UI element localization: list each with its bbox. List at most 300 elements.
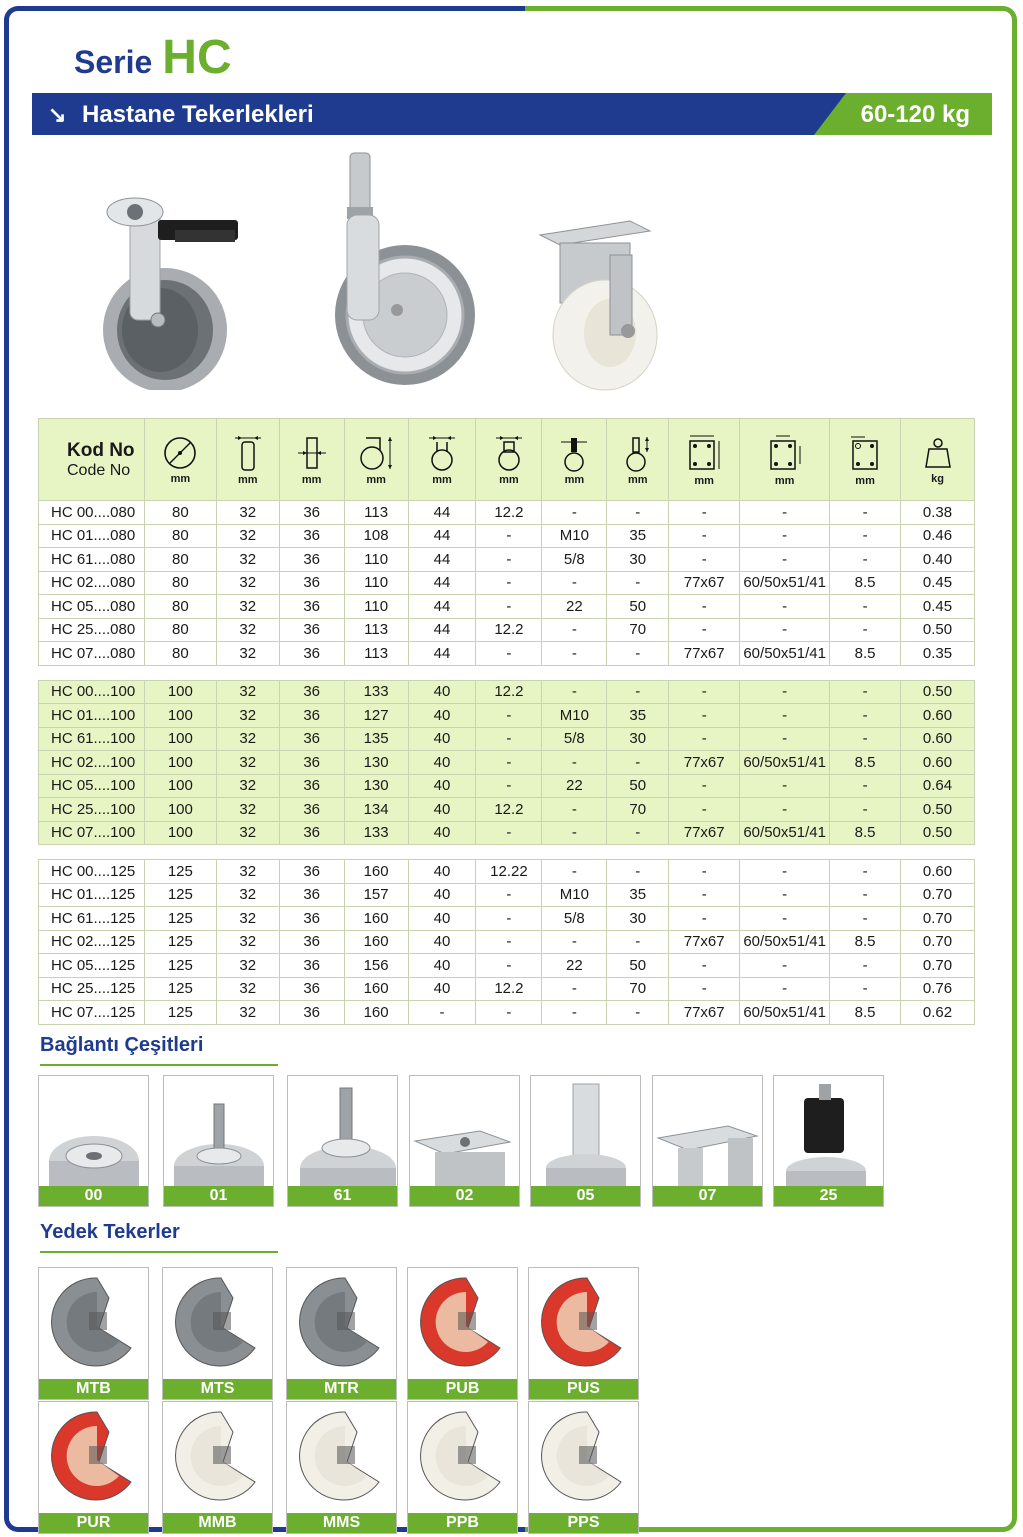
value-cell: - <box>740 954 830 978</box>
value-cell: 40 <box>408 704 476 728</box>
value-cell: 32 <box>216 704 279 728</box>
value-cell: 35 <box>607 704 669 728</box>
value-cell: 100 <box>144 774 216 798</box>
value-cell: - <box>830 727 901 751</box>
code-cell: HC 00....080 <box>39 501 145 525</box>
value-cell: 80 <box>144 501 216 525</box>
value-cell: M10 <box>542 704 607 728</box>
value-cell: 100 <box>144 680 216 704</box>
hole-diameter-header: mm <box>830 419 901 501</box>
value-cell: 125 <box>144 883 216 907</box>
value-cell: - <box>476 930 542 954</box>
value-cell: 12.2 <box>476 618 542 642</box>
value-cell: 30 <box>607 907 669 931</box>
value-cell: - <box>740 618 830 642</box>
value-cell: - <box>476 821 542 845</box>
connection-code-label: 02 <box>410 1186 519 1206</box>
value-cell: 36 <box>279 954 344 978</box>
hole-diameter-icon <box>847 433 883 473</box>
value-cell: 32 <box>216 571 279 595</box>
code-cell: HC 02....100 <box>39 751 145 775</box>
value-cell: 32 <box>216 821 279 845</box>
value-cell: 0.64 <box>901 774 975 798</box>
code-cell: HC 61....125 <box>39 907 145 931</box>
spare-wheel-code-label: PUR <box>39 1513 148 1533</box>
value-cell: - <box>740 548 830 572</box>
value-cell: - <box>476 642 542 666</box>
spare-wheel-tile-pps[interactable] <box>528 1401 639 1534</box>
table-row <box>39 727 975 751</box>
value-cell: 0.45 <box>901 571 975 595</box>
value-cell: 36 <box>279 501 344 525</box>
table-row <box>39 907 975 931</box>
code-cell: HC 01....080 <box>39 524 145 548</box>
hub-length-icon <box>297 434 327 472</box>
value-cell: 32 <box>216 907 279 931</box>
code-cell: HC 07....100 <box>39 821 145 845</box>
value-cell: - <box>607 501 669 525</box>
value-cell: - <box>740 524 830 548</box>
value-cell: 44 <box>408 571 476 595</box>
value-cell: 12.2 <box>476 977 542 1001</box>
connection-code-label: 07 <box>653 1186 762 1206</box>
value-cell: 100 <box>144 798 216 822</box>
table-row <box>39 821 975 845</box>
connection-code-label: 00 <box>39 1186 148 1206</box>
code-cell: HC 25....080 <box>39 618 145 642</box>
value-cell: 80 <box>144 548 216 572</box>
swivel-offset-icon <box>425 434 459 472</box>
spec-header-row <box>39 419 975 501</box>
code-cell: HC 02....080 <box>39 571 145 595</box>
gap-cell <box>39 845 975 860</box>
wheel-half-icon <box>163 1268 272 1379</box>
kod-header <box>39 419 145 501</box>
value-cell: 40 <box>408 798 476 822</box>
spec-table <box>38 418 975 1025</box>
value-cell: 36 <box>279 907 344 931</box>
value-cell: 100 <box>144 727 216 751</box>
value-cell: 32 <box>216 618 279 642</box>
value-cell: - <box>476 595 542 619</box>
code-cell: HC 25....125 <box>39 977 145 1001</box>
value-cell: - <box>830 618 901 642</box>
spare-wheel-code-label: MTS <box>163 1379 272 1399</box>
value-cell: 0.50 <box>901 618 975 642</box>
value-cell: 80 <box>144 571 216 595</box>
threaded-stem-icon <box>288 1076 397 1186</box>
value-cell: 110 <box>344 571 408 595</box>
value-cell: 70 <box>607 798 669 822</box>
spare-wheel-code-label: PUS <box>529 1379 638 1399</box>
value-cell: 40 <box>408 930 476 954</box>
connection-tile-00[interactable] <box>38 1075 149 1207</box>
connection-tile-05[interactable] <box>530 1075 641 1207</box>
spare-wheel-tile-pus[interactable] <box>528 1267 639 1400</box>
value-cell: 32 <box>216 774 279 798</box>
value-cell: 36 <box>279 618 344 642</box>
value-cell: 125 <box>144 860 216 884</box>
value-cell: 44 <box>408 548 476 572</box>
value-cell: 36 <box>279 930 344 954</box>
value-cell: - <box>740 977 830 1001</box>
value-cell: 0.60 <box>901 704 975 728</box>
value-cell: - <box>669 727 740 751</box>
plate-size-icon <box>684 433 724 473</box>
value-cell: 0.60 <box>901 727 975 751</box>
value-cell: 70 <box>607 618 669 642</box>
value-cell: - <box>476 727 542 751</box>
value-cell: 100 <box>144 821 216 845</box>
title-bar <box>32 93 992 135</box>
wheel-half-icon <box>163 1402 272 1513</box>
value-cell: 32 <box>216 501 279 525</box>
value-cell: 0.62 <box>901 1001 975 1025</box>
value-cell: - <box>830 774 901 798</box>
code-cell: HC 05....125 <box>39 954 145 978</box>
table-row <box>39 954 975 978</box>
weight-header: kg <box>901 419 975 501</box>
value-cell: 77x67 <box>669 930 740 954</box>
wheel-half-icon <box>287 1268 396 1379</box>
value-cell: - <box>476 774 542 798</box>
table-row <box>39 798 975 822</box>
spare-wheel-code-label: MTB <box>39 1379 148 1399</box>
value-cell: 40 <box>408 883 476 907</box>
value-cell: 32 <box>216 680 279 704</box>
spare-wheel-tile-pur[interactable] <box>38 1401 149 1534</box>
gap-cell <box>39 665 975 680</box>
serie-label: Serie <box>74 44 153 80</box>
value-cell: 36 <box>279 1001 344 1025</box>
serie-heading <box>74 30 232 85</box>
value-cell: 32 <box>216 548 279 572</box>
table-row <box>39 704 975 728</box>
spare-wheel-tile-mts[interactable] <box>162 1267 273 1400</box>
value-cell: 8.5 <box>830 1001 901 1025</box>
spare-wheel-code-label: MTR <box>287 1379 396 1399</box>
value-cell: 32 <box>216 883 279 907</box>
weight-icon <box>923 435 953 471</box>
value-cell: - <box>542 751 607 775</box>
value-cell: 8.5 <box>830 571 901 595</box>
value-cell: - <box>669 907 740 931</box>
square-stem-icon <box>774 1076 883 1186</box>
wheel-half-icon <box>408 1268 517 1379</box>
total-height-icon <box>356 434 396 472</box>
value-cell: 113 <box>344 642 408 666</box>
value-cell: 60/50x51/41 <box>740 571 830 595</box>
value-cell: - <box>476 751 542 775</box>
spare-wheel-tile-mtb[interactable] <box>38 1267 149 1400</box>
value-cell: 0.38 <box>901 501 975 525</box>
value-cell: - <box>542 501 607 525</box>
value-cell: - <box>669 501 740 525</box>
value-cell: 36 <box>279 704 344 728</box>
value-cell: 77x67 <box>669 571 740 595</box>
value-cell: 125 <box>144 907 216 931</box>
spare-wheel-code-label: MMB <box>163 1513 272 1533</box>
caster-plate-image <box>530 215 670 395</box>
value-cell: 0.70 <box>901 930 975 954</box>
value-cell: - <box>669 798 740 822</box>
wheel-half-icon <box>529 1268 638 1379</box>
bolt-hole-header: mm <box>476 419 542 501</box>
value-cell: 133 <box>344 821 408 845</box>
value-cell: - <box>542 860 607 884</box>
value-cell: - <box>669 618 740 642</box>
value-cell: - <box>830 680 901 704</box>
offset-header: mm <box>408 419 476 501</box>
table-row <box>39 977 975 1001</box>
tread-width-header: mm <box>216 419 279 501</box>
value-cell: 8.5 <box>830 821 901 845</box>
value-cell: 100 <box>144 704 216 728</box>
bolt-hole-icon <box>39 1076 148 1186</box>
connection-tile-02[interactable] <box>409 1075 520 1207</box>
value-cell: 0.70 <box>901 907 975 931</box>
value-cell: 156 <box>344 954 408 978</box>
spare-wheel-tile-mms[interactable] <box>286 1401 397 1534</box>
value-cell: - <box>476 1001 542 1025</box>
value-cell: 134 <box>344 798 408 822</box>
code-cell: HC 01....100 <box>39 704 145 728</box>
value-cell: 32 <box>216 727 279 751</box>
value-cell: - <box>607 571 669 595</box>
page-title: Hastane Tekerlekleri <box>82 101 314 128</box>
spare-wheel-tile-ppb[interactable] <box>407 1401 518 1534</box>
code-cell: HC 25....100 <box>39 798 145 822</box>
spare-wheel-code-label: PPB <box>408 1513 517 1533</box>
connection-code-label: 01 <box>164 1186 273 1206</box>
bolt-hole-icon <box>492 434 526 472</box>
diameter-header: mm <box>144 419 216 501</box>
wheel-diameter-icon <box>162 435 198 471</box>
value-cell: 60/50x51/41 <box>740 751 830 775</box>
serie-code: HC <box>162 31 232 84</box>
load-range: 60-120 kg <box>860 101 970 128</box>
code-cell: HC 05....080 <box>39 595 145 619</box>
value-cell: 8.5 <box>830 930 901 954</box>
value-cell: - <box>607 680 669 704</box>
value-cell: - <box>669 704 740 728</box>
value-cell: 30 <box>607 548 669 572</box>
value-cell: 36 <box>279 798 344 822</box>
code-cell: HC 00....100 <box>39 680 145 704</box>
connection-code-label: 05 <box>531 1186 640 1206</box>
value-cell: - <box>830 954 901 978</box>
value-cell: 22 <box>542 954 607 978</box>
value-cell: 22 <box>542 595 607 619</box>
value-cell: 35 <box>607 524 669 548</box>
value-cell: - <box>669 954 740 978</box>
value-cell: 32 <box>216 524 279 548</box>
value-cell: - <box>542 821 607 845</box>
value-cell: 40 <box>408 727 476 751</box>
value-cell: - <box>542 798 607 822</box>
value-cell: 30 <box>607 727 669 751</box>
value-cell: 44 <box>408 524 476 548</box>
connection-tile-01[interactable] <box>163 1075 274 1207</box>
threaded-stem-icon <box>557 434 591 472</box>
value-cell: 135 <box>344 727 408 751</box>
value-cell: 160 <box>344 930 408 954</box>
product-images <box>80 145 680 395</box>
value-cell: 0.35 <box>901 642 975 666</box>
value-cell: 77x67 <box>669 821 740 845</box>
value-cell: 133 <box>344 680 408 704</box>
value-cell: - <box>830 501 901 525</box>
value-cell: - <box>830 704 901 728</box>
value-cell: 44 <box>408 595 476 619</box>
value-cell: 60/50x51/41 <box>740 930 830 954</box>
top-plate-icon <box>410 1076 519 1186</box>
value-cell: 110 <box>344 548 408 572</box>
value-cell: 32 <box>216 1001 279 1025</box>
value-cell: 0.60 <box>901 751 975 775</box>
value-cell: 12.2 <box>476 501 542 525</box>
thread-header: mm <box>542 419 607 501</box>
value-cell: M10 <box>542 524 607 548</box>
value-cell: 36 <box>279 860 344 884</box>
connections-title: Bağlantı Çeşitleri <box>40 1034 204 1056</box>
value-cell: 125 <box>144 1001 216 1025</box>
value-cell: 160 <box>344 1001 408 1025</box>
value-cell: - <box>542 680 607 704</box>
value-cell: 160 <box>344 860 408 884</box>
wheel-half-icon <box>287 1402 396 1513</box>
value-cell: 22 <box>542 774 607 798</box>
value-cell: 32 <box>216 595 279 619</box>
value-cell: - <box>740 501 830 525</box>
value-cell: 5/8 <box>542 727 607 751</box>
value-cell: 35 <box>607 883 669 907</box>
spare-wheel-tile-mmb[interactable] <box>162 1401 273 1534</box>
table-row <box>39 751 975 775</box>
table-row <box>39 774 975 798</box>
connection-tile-25[interactable] <box>773 1075 884 1207</box>
fixed-plate-icon <box>653 1076 762 1186</box>
spare-wheels-title: Yedek Tekerler <box>40 1221 180 1243</box>
value-cell: 5/8 <box>542 907 607 931</box>
value-cell: - <box>476 907 542 931</box>
value-cell: 36 <box>279 548 344 572</box>
value-cell: 77x67 <box>669 1001 740 1025</box>
tread-width-icon <box>233 434 263 472</box>
spare-wheel-code-label: PUB <box>408 1379 517 1399</box>
value-cell: - <box>740 727 830 751</box>
value-cell: - <box>476 548 542 572</box>
connection-code-label: 61 <box>288 1186 397 1206</box>
spare-wheel-tile-mtr[interactable] <box>286 1267 397 1400</box>
value-cell: 160 <box>344 907 408 931</box>
value-cell: - <box>476 704 542 728</box>
value-cell: - <box>669 860 740 884</box>
plain-stem-icon <box>531 1076 640 1186</box>
value-cell: - <box>830 524 901 548</box>
connection-tile-61[interactable] <box>287 1075 398 1207</box>
value-cell: - <box>607 821 669 845</box>
value-cell: 32 <box>216 954 279 978</box>
value-cell: 32 <box>216 642 279 666</box>
value-cell: 60/50x51/41 <box>740 1001 830 1025</box>
value-cell: 36 <box>279 774 344 798</box>
value-cell: 130 <box>344 751 408 775</box>
value-cell: 36 <box>279 727 344 751</box>
value-cell: - <box>542 930 607 954</box>
value-cell: M10 <box>542 883 607 907</box>
hole-spacing-icon <box>765 433 805 473</box>
value-cell: 160 <box>344 977 408 1001</box>
value-cell: - <box>607 751 669 775</box>
value-cell: - <box>740 883 830 907</box>
stem-length-header: mm <box>607 419 669 501</box>
value-cell: 40 <box>408 821 476 845</box>
value-cell: 40 <box>408 751 476 775</box>
value-cell: 113 <box>344 618 408 642</box>
value-cell: - <box>740 798 830 822</box>
value-cell: 80 <box>144 524 216 548</box>
value-cell: 0.70 <box>901 954 975 978</box>
code-label: Code No <box>67 461 131 479</box>
value-cell: - <box>830 907 901 931</box>
value-cell: 0.50 <box>901 821 975 845</box>
table-row <box>39 883 975 907</box>
value-cell: 50 <box>607 954 669 978</box>
value-cell: 40 <box>408 907 476 931</box>
value-cell: - <box>830 883 901 907</box>
value-cell: 77x67 <box>669 751 740 775</box>
table-row <box>39 595 975 619</box>
value-cell: 36 <box>279 595 344 619</box>
table-group-gap <box>39 665 975 680</box>
spare-wheels-underline <box>40 1251 278 1253</box>
stem-length-icon <box>621 434 655 472</box>
value-cell: 130 <box>344 774 408 798</box>
value-cell: 125 <box>144 930 216 954</box>
value-cell: 125 <box>144 977 216 1001</box>
table-row <box>39 680 975 704</box>
table-row <box>39 571 975 595</box>
value-cell: 36 <box>279 883 344 907</box>
value-cell: 127 <box>344 704 408 728</box>
caster-stem-image <box>325 145 485 390</box>
value-cell: - <box>740 595 830 619</box>
value-cell: 125 <box>144 954 216 978</box>
code-cell: HC 61....100 <box>39 727 145 751</box>
spare-wheel-code-label: PPS <box>529 1513 638 1533</box>
value-cell: 44 <box>408 618 476 642</box>
table-row <box>39 548 975 572</box>
connection-tile-07[interactable] <box>652 1075 763 1207</box>
table-row <box>39 930 975 954</box>
table-row <box>39 860 975 884</box>
value-cell: 12.22 <box>476 860 542 884</box>
value-cell: 32 <box>216 798 279 822</box>
spare-wheel-tile-pub[interactable] <box>407 1267 518 1400</box>
value-cell: - <box>542 1001 607 1025</box>
value-cell: 157 <box>344 883 408 907</box>
table-row <box>39 524 975 548</box>
table-row <box>39 642 975 666</box>
value-cell: 5/8 <box>542 548 607 572</box>
table-row <box>39 501 975 525</box>
code-cell: HC 02....125 <box>39 930 145 954</box>
code-cell: HC 00....125 <box>39 860 145 884</box>
value-cell: - <box>542 977 607 1001</box>
value-cell: - <box>830 595 901 619</box>
value-cell: 110 <box>344 595 408 619</box>
